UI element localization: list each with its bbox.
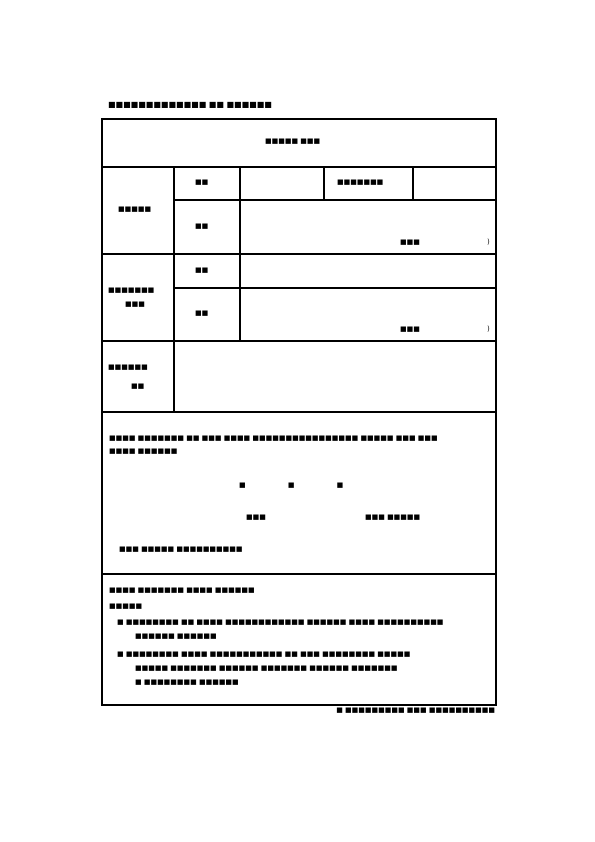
party-name-field[interactable] (243, 258, 493, 285)
purpose-label-line1: ■■■■■■ (108, 363, 148, 371)
party-address-label: ■■ (195, 309, 209, 317)
applicant-sign-label: ■■■ (246, 513, 266, 521)
form-footer: ■ ■■■■■■■■■ ■■■ ■■■■■■■■■■ (336, 706, 495, 714)
divider (103, 340, 495, 342)
purpose-label-line2: ■■ (131, 382, 145, 390)
declaration-line2: ■■■■ ■■■■■■ (109, 447, 178, 455)
applicant-phone-field[interactable] (418, 238, 488, 248)
notes-heading: ■■■■ ■■■■■■■ ■■■■ ■■■■■■ (109, 586, 255, 594)
bracket-mark: ) (487, 238, 490, 246)
applicant-birth-field[interactable] (416, 170, 493, 197)
applicant-phone-label: ■■■ (400, 238, 420, 246)
applicant-label: ■■■■■ (118, 205, 152, 213)
divider (103, 573, 495, 575)
notes-item1-line1: ■ ■■■■■■■■ ■■ ■■■■ ■■■■■■■■■■■■ ■■■■■■ ■■■■ ■■■■■■■■■■ (117, 618, 444, 626)
divider (103, 253, 495, 255)
divider (173, 166, 175, 411)
notes-item2-line1: ■ ■■■■■■■■ ■■■■ ■■■■■■■■■■■ ■■ ■■■ ■■■■■■■■ ■■■■■ (117, 650, 411, 658)
applicant-name-label: ■■ (195, 178, 209, 186)
party-label-line1: ■■■■■■■ (108, 286, 155, 294)
form-title: ■■■■■ ■■■ (265, 137, 321, 145)
party-address-field[interactable] (243, 292, 493, 314)
divider (103, 411, 495, 413)
party-name-label: ■■ (195, 266, 209, 274)
recipient-line: ■■■ ■■■■■ ■■■■■■■■■■ (119, 545, 243, 553)
divider (174, 287, 495, 289)
applicant-address-label: ■■ (195, 222, 209, 230)
applicant-name-field[interactable] (243, 170, 321, 197)
party-label-line2: ■■■ (125, 300, 145, 308)
divider (103, 166, 495, 168)
seal-label: ■■■ ■■■■■ (365, 513, 421, 521)
party-phone-label: ■■■ (400, 325, 420, 333)
purpose-field[interactable] (179, 346, 491, 406)
application-form (101, 118, 497, 706)
divider (239, 166, 241, 340)
notes-item2-line2: ■■■■■ ■■■■■■■ ■■■■■■ ■■■■■■■ ■■■■■■ ■■■■■■■ (135, 664, 398, 672)
divider (174, 199, 495, 201)
bracket-mark: ) (487, 325, 490, 333)
applicant-address-field[interactable] (243, 204, 493, 226)
declaration-line1: ■■■■ ■■■■■■■ ■■ ■■■ ■■■■ ■■■■■■■■■■■■■■■■ ■■■■■ ■■■ ■■■ (109, 434, 438, 442)
applicant-birth-label: ■■■■■■■ (337, 178, 384, 186)
notes-item2-line3: ■ ■■■■■■■■ ■■■■■■ (135, 678, 239, 686)
form-caption: ■■■■■■■■■■■■■ ■■ ■■■■■■ (108, 100, 272, 109)
notes-item1-line2: ■■■■■■ ■■■■■■ (135, 632, 217, 640)
notes-subheading: ■■■■■ (109, 602, 143, 610)
divider (412, 166, 414, 199)
party-phone-field[interactable] (418, 325, 488, 335)
declaration-date: ■ ■ ■ (239, 481, 344, 489)
divider (323, 166, 325, 199)
